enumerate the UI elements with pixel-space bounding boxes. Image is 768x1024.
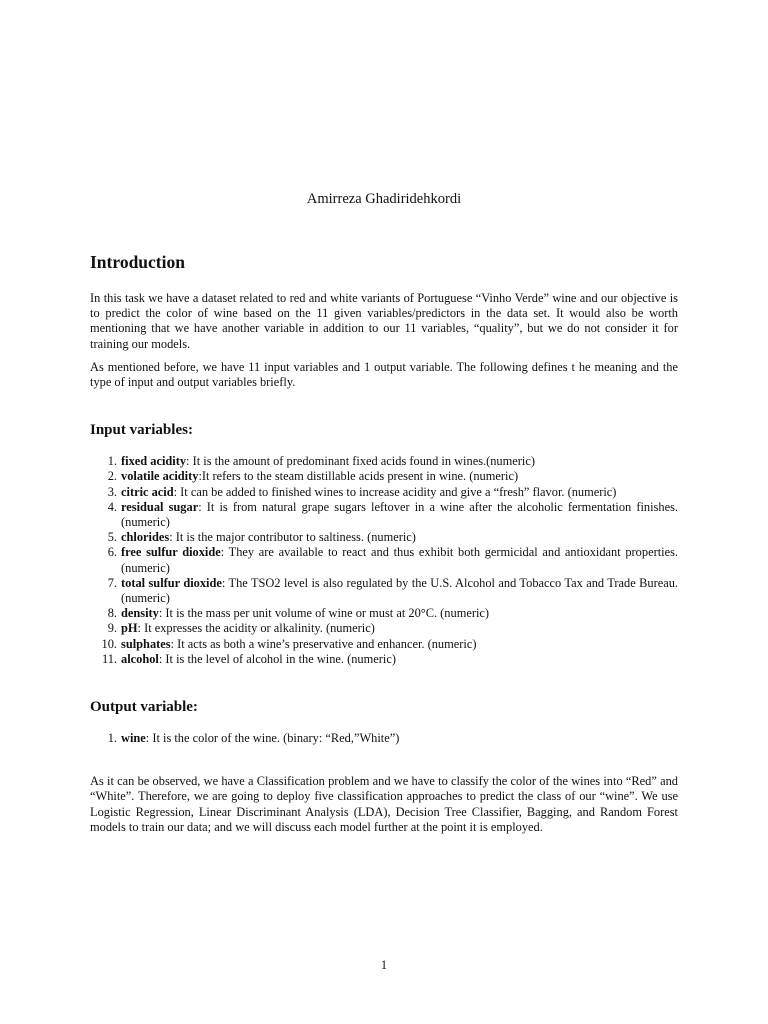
author-name: Amirreza Ghadiridehkordi (306, 191, 462, 207)
list-item-number: 9. (107, 621, 117, 636)
list-item (90, 731, 678, 746)
list-item (90, 545, 678, 575)
output-variable-heading: Output variable: (90, 699, 198, 716)
list-item-number: 1. (107, 454, 117, 469)
conclusion-paragraph: As it can be observed, we have a Classification problem and we have to classify the color of the wines into “Red” and “White”. Therefore, we are going to deploy five classification approaches to predict the class of our “wine”. We use Logistic Regression, Linear Discriminant Analysis (LDA), Decision Tree Classifier, Bagging, and Random Forest models to train our data; and we will discuss each model further at the point it is employed. (90, 774, 678, 834)
list-item-description: : It is the mass per unit volume of wine or must at 20°C. (numeric) (158, 606, 490, 621)
list-item-number: 2. (107, 469, 117, 484)
page-number: 1 (380, 958, 388, 972)
list-item-term: pH (121, 621, 138, 636)
list-item-number: 4. (107, 499, 117, 514)
list-item-description: : It is the color of the wine. (binary: “Red,”White”) (145, 731, 400, 746)
list-item-description: : It is the major contributor to saltiness. (numeric) (169, 530, 416, 545)
list-item-term: alcohol (121, 651, 159, 666)
list-item-term: fixed acidity (121, 454, 187, 469)
document-body (90, 251, 678, 843)
list-item (90, 454, 678, 469)
list-item-term: free sulfur dioxide (121, 545, 221, 560)
list-item-description: : It acts as both a wine’s preservative and enhancer. (numeric) (170, 636, 477, 651)
list-item-number: 6. (107, 545, 117, 560)
list-item-description: : It expresses the acidity or alkalinity. (numeric) (137, 621, 375, 636)
list-item-description: : They are available to react and thus exhibit both germicidal and antioxidant properties.(numeric) (121, 545, 678, 575)
list-item (90, 530, 678, 545)
list-item (90, 500, 678, 530)
list-item-term: residual sugar (121, 499, 199, 514)
input-variables-heading: Input variables: (90, 422, 193, 439)
list-item (90, 576, 678, 606)
output-variable-list (90, 731, 678, 746)
input-variables-list (90, 454, 678, 667)
list-item-number: 11. (101, 651, 117, 666)
list-item (90, 606, 678, 621)
list-item-description: : It is from natural grape sugars leftover in a wine after the alcoholic fermentation finishes. (numeric) (121, 499, 678, 530)
list-item-term: density (121, 606, 159, 621)
list-item (90, 652, 678, 667)
list-item (90, 637, 678, 652)
list-item-term: wine (121, 731, 146, 746)
introduction-paragraph-1: In this task we have a dataset related to red and white variants of Portuguese “Vinho Verde” wine and our objective is to predict the color of wine based on the 11 given variables/predictors in the data set. It would also be worth mentioning that we have another variable in addition to our 11 variables, “quality”, but we do not consider it for training our models. (90, 291, 678, 351)
list-item-number: 7. (107, 575, 117, 590)
list-item-description: : It can be added to finished wines to increase acidity and give a “fresh” flavor. (numeric) (173, 484, 617, 499)
list-item-description: : The TSO2 level is also regulated by the U.S. Alcohol and Tobacco Tax and Trade Bureau. (numeric) (121, 575, 678, 606)
list-item (90, 469, 678, 484)
list-item (90, 621, 678, 636)
list-item-term: volatile acidity (121, 469, 199, 484)
list-item-term: total sulfur dioxide (121, 575, 222, 590)
list-item-description: : It is the level of alcohol in the wine. (numeric) (158, 651, 396, 666)
list-item-term: chlorides (121, 530, 170, 545)
list-item-description: : It is the amount of predominant fixed acids found in wines.(numeric) (186, 454, 535, 469)
list-item-number: 5. (107, 530, 117, 545)
list-item-number: 8. (107, 606, 117, 621)
list-item-term: citric acid (121, 484, 174, 499)
list-item-number: 1. (107, 731, 117, 746)
list-item-number: 10. (101, 636, 117, 651)
list-item-term: sulphates (121, 636, 171, 651)
list-item-description: :It refers to the steam distillable acids present in wine. (numeric) (198, 469, 519, 484)
list-item-number: 3. (107, 484, 117, 499)
introduction-heading: Introduction (90, 252, 185, 272)
list-item (90, 485, 678, 500)
introduction-paragraph-2: As mentioned before, we have 11 input variables and 1 output variable. The following defines t he meaning and the type of input and output variables briefly. (90, 359, 678, 390)
